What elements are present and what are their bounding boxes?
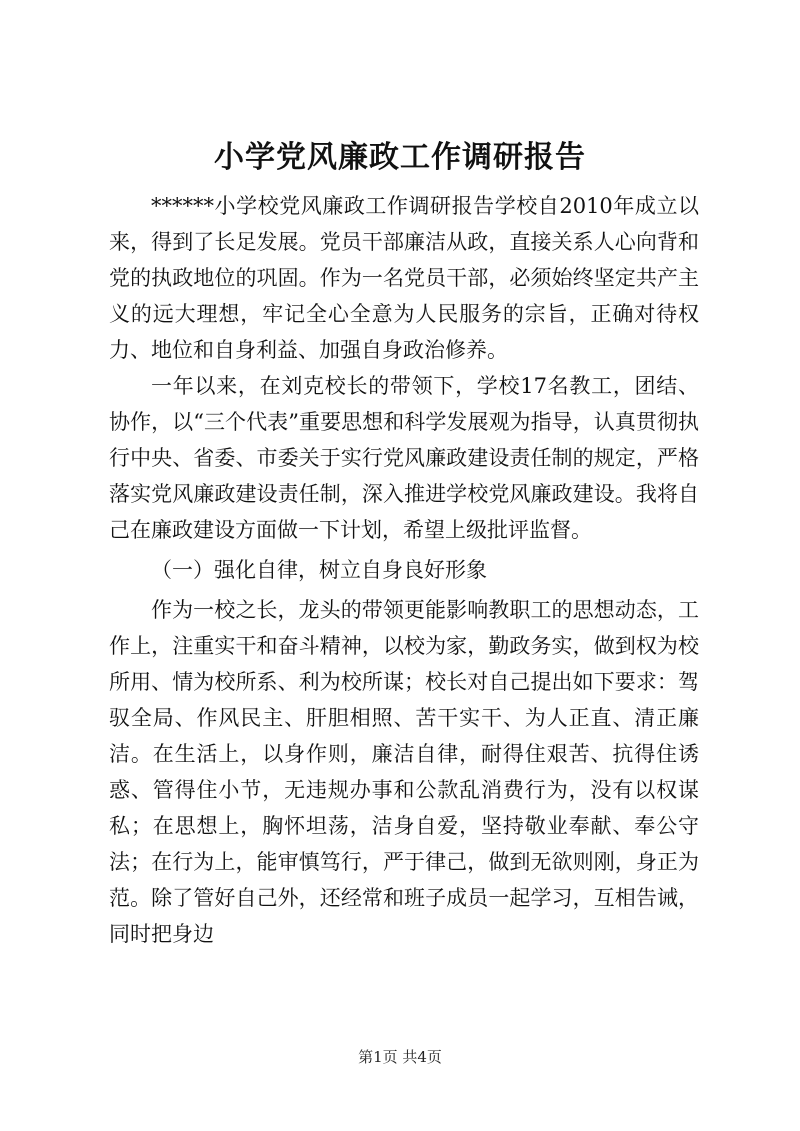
section-heading: （一）强化自律，树立自身良好形象 (151, 558, 487, 582)
paragraph-self-discipline: 作为一校之长，龙头的带领更能影响教职工的思想动态，工作上，注重实干和奋斗精神，以校为家，勤政务实，做到权为校所用、情为校所系、利为校所谋；校长对自己提出如下要求：驾驭全局、作风民主、肝胆相照、苦干实干、为人正直、清正廉洁。在生活上，以身作则，廉洁自律，耐得住艰苦、抗得住诱惑、管得住小节，无违规办事和公款乱消费行为，没有以权谋私；在思想上，胸怀坦荡，洁身自爱，坚持敬业奉献、奉公守法；在行为上，能审慎笃行，严于律己，做到无欲则刚，身正为范。除了管好自己外，还经常和班子成员一起学习，互相告诫，同时把身边 (109, 598, 699, 946)
paragraph-intro: ******小学校党风廉政工作调研报告学校自2010年成立以来，得到了长足发展。党员干部廉洁从政，直接关系人心向背和党的执政地位的巩固。作为一名党员干部，必须始终坚定共产主义的远大理想，牢记全心全意为人民服务的宗旨，正确对待权力、地位和自身利益、加强自身政治修养。 (109, 194, 699, 362)
document-body (109, 188, 699, 952)
page-footer: 第1页 共4页 (358, 1048, 442, 1066)
document-title: 小学党风廉政工作调研报告 (214, 140, 586, 175)
paragraph-year-summary: 一年以来，在刘克校长的带领下，学校17名教工，团结、协作，以“三个代表”重要思想和科学发展观为指导，认真贯彻执行中央、省委、市委关于实行党风廉政建设责任制的规定，严格落实党风廉政建设责任制，深入推进学校党风廉政建设。我将自己在廉政建设方面做一下计划，希望上级批评监督。 (109, 374, 699, 542)
